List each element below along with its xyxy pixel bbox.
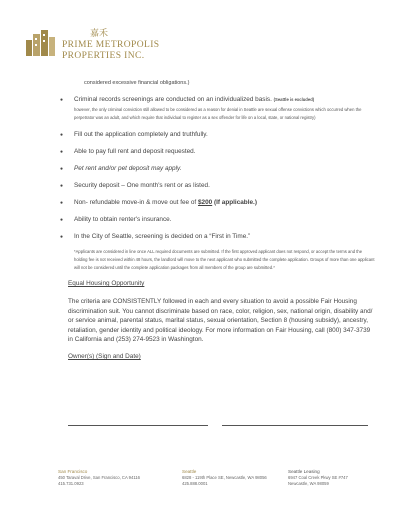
office-address: 450 Taraval Drive, San Francisco, CA 94116: [58, 475, 141, 480]
equal-housing-title: Equal Housing Opportunity: [68, 280, 145, 287]
list-item-first-in-time: ● In the City of Seattle, screening is decided on a “First in Time.”: [58, 233, 376, 241]
office-city: Seattle: [182, 469, 197, 474]
office-phone: 415.731.0923: [58, 481, 84, 486]
company-name-line1: PRIME METROPOLIS: [62, 40, 160, 50]
list-item-renters-insurance: ● Ability to obtain renter's insurance.: [58, 216, 376, 224]
office-san-francisco: [58, 469, 168, 487]
owner-signature-label: Owner(s) (Sign and Date): [68, 352, 141, 360]
list-item-criminal-screening: ● Criminal records screenings are conducted on an individualized basis. (Seattle is excluded) however, the only criminal conviction still allowed to be considered as a reason for denial in Seattle are sexual offense convictions which occurred when the perpetrator was an adult, and which require that individual to register as a sex offender for life on a local, state, or national registry): [58, 96, 376, 122]
list-item-application: ● Fill out the application completely and truthfully.: [58, 131, 376, 139]
date-line[interactable]: [222, 425, 368, 426]
list-item-move-fee: ● Non- refundable move-in & move out fee of $200 (If applicable.): [58, 199, 376, 207]
criteria-list: [58, 96, 376, 241]
office-city: San Francisco: [58, 469, 88, 474]
list-item-pet-rent: ● Pet rent and/or pet deposit may apply.: [58, 165, 376, 173]
building-logo-icon: [24, 26, 60, 58]
company-name: [62, 40, 159, 62]
move-fee-amount: $200: [197, 199, 213, 206]
seattle-excluded-tag: (Seattle is excluded): [273, 97, 315, 102]
office-address: 6947 Coal Creek Pkwy SE #747: [288, 475, 348, 480]
criminal-screening-detail: however, the only criminal conviction still allowed to be considered as a reason for denial in Seattle are sexual offense convictions which occurred when the perpetrator was an adult, and which require that individual to register as a sex offender for life on a local, state, or national registry): [74, 107, 362, 120]
office-phone: 425.888.0001: [182, 481, 208, 486]
office-seattle-leasing: [288, 469, 368, 487]
logo-cjk-characters: 嘉禾: [90, 29, 109, 39]
office-address: 6828 - 119th Place SE, Newcastle, WA 98056: [182, 475, 267, 480]
company-logo: [24, 26, 164, 66]
office-seattle: [182, 469, 292, 487]
company-name-line2: PROPERTIES INC.: [62, 51, 145, 61]
signature-lines: [68, 425, 368, 427]
signature-line[interactable]: [68, 425, 208, 426]
continuation-text: considered excessive financial obligations.): [84, 80, 190, 86]
applicant-note: *Applicants are considered in line once ALL required documents are submitted. If the first approved applicant does not respond, or accept the terms and the holding fee is not received within 48 hours, the landlord will move to the next applicant who submitted the complete application. Groups of more than one applicant will not be considered until the complete application packages from all members of the group are submitted.*: [74, 249, 375, 270]
equal-housing-body: The criteria are CONSISTENTLY followed in each and every situation to avoid a possible Fair Housing discrimination suit. You cannot discriminate based on race, color, religion, sex, national origin, disability and/ or service animal, parental status, marital status, sexual orientation, Section 8 (housing subsidy), ancestry, retaliation, gender identity and political ideology. For more information on Fair Housing, call (800) 347-3739 in California and (253) 274-9523 in Washington.: [68, 298, 373, 344]
office-city: Seattle Leasing: [288, 469, 320, 474]
office-phone: Newcastle, WA 98059: [288, 481, 329, 486]
list-item-security-deposit: ● Security deposit – One month's rent or as listed.: [58, 182, 376, 190]
criteria-content: [58, 80, 376, 360]
list-item-rent-deposit: ● Able to pay full rent and deposit requested.: [58, 148, 376, 156]
